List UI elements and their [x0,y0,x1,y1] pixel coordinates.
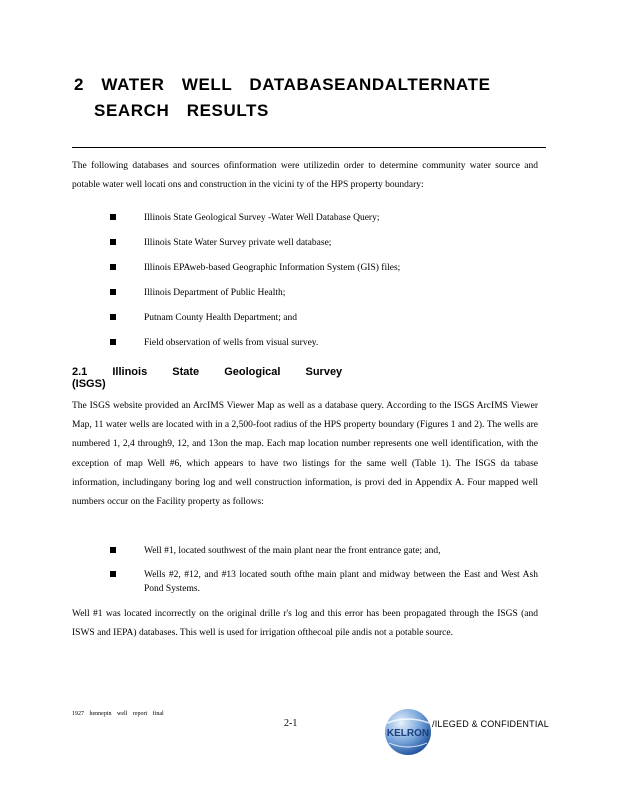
subsection-heading: 2.1 Illinois State Geological Survey (ISGS) [72,366,343,390]
bullet-icon [110,314,116,320]
kelron-logo-icon [381,705,435,759]
list-item: Field observation of wells from visual survey. [110,336,430,361]
wells-list [110,544,538,606]
bullet-icon [110,547,116,553]
list-item: Well #1, located southwest of the main plant near the front entrance gate; and, [110,544,538,558]
intro-paragraph: The following databases and sources ofinformation were utilizedin order to determine community water source and potable water well locati ons and construction in the vicini ty of the HPS property boundary: [72,161,538,191]
closing-paragraph: Well #1 was located incorrectly on the original drille r's log and this error has been propagated through the ISGS (and ISWS and IEPA) databases. This well is used for irrigation ofthecoal pile andis not a potable source. [72,609,538,639]
bullet-icon [110,214,116,220]
page-number: 2-1 [284,718,298,729]
section-title-line1: 2 WATER WELL DATABASEANDALTERNATE [74,75,491,94]
footer-file-label: 1927 hennepin well report final [72,711,164,717]
isgs-paragraph: The ISGS website provided an ArcIMS Viewer Map as well as a database query. According to the ISGS ArcIMS Viewer Map, 11 water wells are located with in a 2,500-foot radius of the HPS property boundary (Figures 1 and 2). The wells are numbered 1, 2,4 through9, 12, and 13on the map. Each map location number represents one well identification, with the exception of map Well #6, which appears to have two listings for the same well (Table 1). The ISGS da tabase information, includingany boring log and well construction information, is provi ded in Appendix A. Four mapped well numbers occur on the Facility property as follows: [72,401,538,508]
bullet-icon [110,289,116,295]
bullet-icon [110,339,116,345]
title-rule [72,147,546,148]
bullet-icon [110,239,116,245]
bullet-icon [110,264,116,270]
bullet-icon [110,571,116,577]
list-item: Illinois EPAweb-based Geographic Information System (GIS) files; [110,261,430,286]
list-item: Illinois State Water Survey private well database; [110,236,430,261]
section-title-line2: SEARCH RESULTS [94,101,269,120]
confidential-label: /ILEGED & CONFIDENTIAL [432,719,549,729]
section-title [74,72,544,124]
list-item: Illinois State Geological Survey -Water Well Database Query; [110,211,430,236]
list-item: Illinois Department of Public Health; [110,286,430,311]
list-item: Putnam County Health Department; and [110,311,430,336]
sources-list [110,211,430,361]
list-item: Wells #2, #12, and #13 located south ofthe main plant and midway between the East and West Ash Pond Systems. [110,568,538,596]
logo-text: KELRON [386,728,430,739]
